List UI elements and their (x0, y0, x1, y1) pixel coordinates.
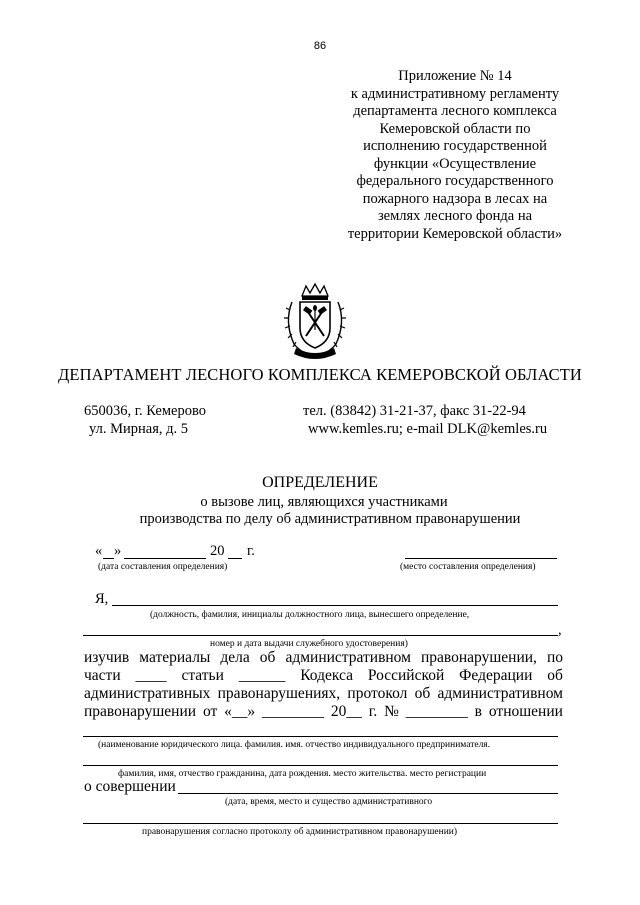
paragraph-line (84, 649, 563, 667)
word: административном (437, 685, 563, 702)
paragraph-line (84, 685, 563, 703)
word: г. (368, 703, 378, 720)
address-web: www.kemles.ru; e-mail DLK@kemles.ru (308, 421, 548, 437)
commission-label: о совершении (84, 778, 176, 795)
word: административных (84, 685, 211, 702)
word: об (259, 649, 276, 666)
offense-caption: правонарушения согласно протоколу об административном правонарушении) (142, 827, 458, 837)
address-phone: тел. (83842) 31-21-37, факс 31-22-94 (303, 403, 526, 419)
place-caption: (место составления определения) (400, 562, 536, 572)
annex-line: землях лесного фонда на (377, 208, 533, 224)
word: дела (220, 649, 250, 666)
coat-of-arms-icon (282, 282, 348, 362)
citizen-caption: фамилия, имя, отчество гражданина, дата рождения. место жительства. место регистрации (118, 769, 487, 779)
annex-line: исполнению государственной (363, 138, 547, 154)
word: части (84, 667, 121, 684)
annex-line: функции «Осуществление (373, 155, 537, 172)
word: от (202, 703, 218, 720)
date-caption: (дата составления определения) (98, 562, 228, 572)
word: материалы (139, 649, 211, 666)
certificate-caption: номер и дата выдачи служебного удостоверения) (210, 639, 408, 649)
certificate-comma: , (558, 622, 562, 638)
date-close-quote: » (114, 543, 122, 559)
word: № (384, 703, 399, 720)
subtitle-line: производства по делу об административном правонарушении (139, 511, 521, 527)
certificate-field[interactable] (83, 635, 558, 636)
annex-line: Кемеровской области по (379, 120, 531, 137)
official-caption: (должность, фамилия, инициалы должностного лица, вынесшего определение, (150, 610, 470, 620)
citizen-field[interactable] (83, 765, 558, 766)
address-street: ул. Мирная, д. 5 (89, 421, 188, 437)
word: Кодекса (300, 667, 353, 684)
date-month-field[interactable] (124, 558, 206, 559)
date-day-field[interactable] (103, 558, 114, 559)
part-field[interactable]: ____ (135, 667, 167, 684)
protocol-year-field[interactable]: 20__ (330, 703, 362, 720)
word: изучив (84, 649, 130, 666)
offense-field[interactable] (83, 823, 558, 824)
annex-line: к административному регламенту (350, 85, 560, 102)
annex-line: федерального государственного (356, 173, 554, 189)
word: об (414, 685, 431, 702)
word: правонарушениях, (217, 685, 341, 702)
word: правонарушении, (420, 649, 537, 666)
word: об (547, 667, 563, 684)
commission-field[interactable] (178, 793, 558, 794)
date-year-field[interactable] (228, 558, 242, 559)
paragraph-line (84, 703, 563, 721)
document-subtitle (0, 494, 640, 528)
annex-line: пожарного надзора в лесах на (362, 190, 548, 207)
annex-header (330, 68, 580, 243)
word: правонарушении (84, 703, 197, 720)
entity-field[interactable] (83, 736, 558, 737)
protocol-month-field[interactable]: ________ (262, 703, 325, 720)
word: Российской (367, 667, 445, 684)
annex-line: Приложение № 14 (398, 68, 512, 84)
protocol-day-field[interactable]: «__» (224, 703, 256, 720)
word: Федерации (459, 667, 533, 684)
word: отношении (488, 703, 563, 720)
official-field[interactable] (112, 605, 558, 606)
page-number: 86 (313, 40, 327, 52)
date-open-quote: « (95, 543, 103, 559)
article-field[interactable]: ______ (238, 667, 286, 684)
annex-line: департамента лесного комплекса (353, 103, 557, 119)
date-year-suffix: г. (247, 543, 255, 559)
protocol-number-field[interactable]: ________ (405, 703, 468, 720)
document-title: ОПРЕДЕЛЕНИЕ (262, 474, 378, 491)
paragraph-line (84, 667, 563, 685)
entity-caption: (наименование юридического лица. фамилия. имя. отчество индивидуального предпринимателя. (98, 740, 491, 750)
i-label: Я, (95, 591, 109, 607)
subtitle-line: о вызове лиц, являющихся участниками (200, 494, 448, 510)
word: протокол (347, 685, 408, 702)
word: в (474, 703, 482, 720)
word: по (546, 649, 563, 666)
date-year-prefix: 20 (210, 543, 225, 559)
place-field[interactable] (405, 558, 557, 559)
department-name: ДЕПАРТАМЕНТ ЛЕСНОГО КОМПЛЕКСА КЕМЕРОВСКОЙ ОБЛАСТИ (58, 365, 582, 384)
address-postal: 650036, г. Кемерово (84, 403, 206, 419)
word: статьи (181, 667, 224, 684)
word: административном (285, 649, 411, 666)
commission-caption: (дата, время, место и существо административного (225, 797, 433, 807)
annex-line: территории Кемеровской области» (347, 225, 563, 242)
